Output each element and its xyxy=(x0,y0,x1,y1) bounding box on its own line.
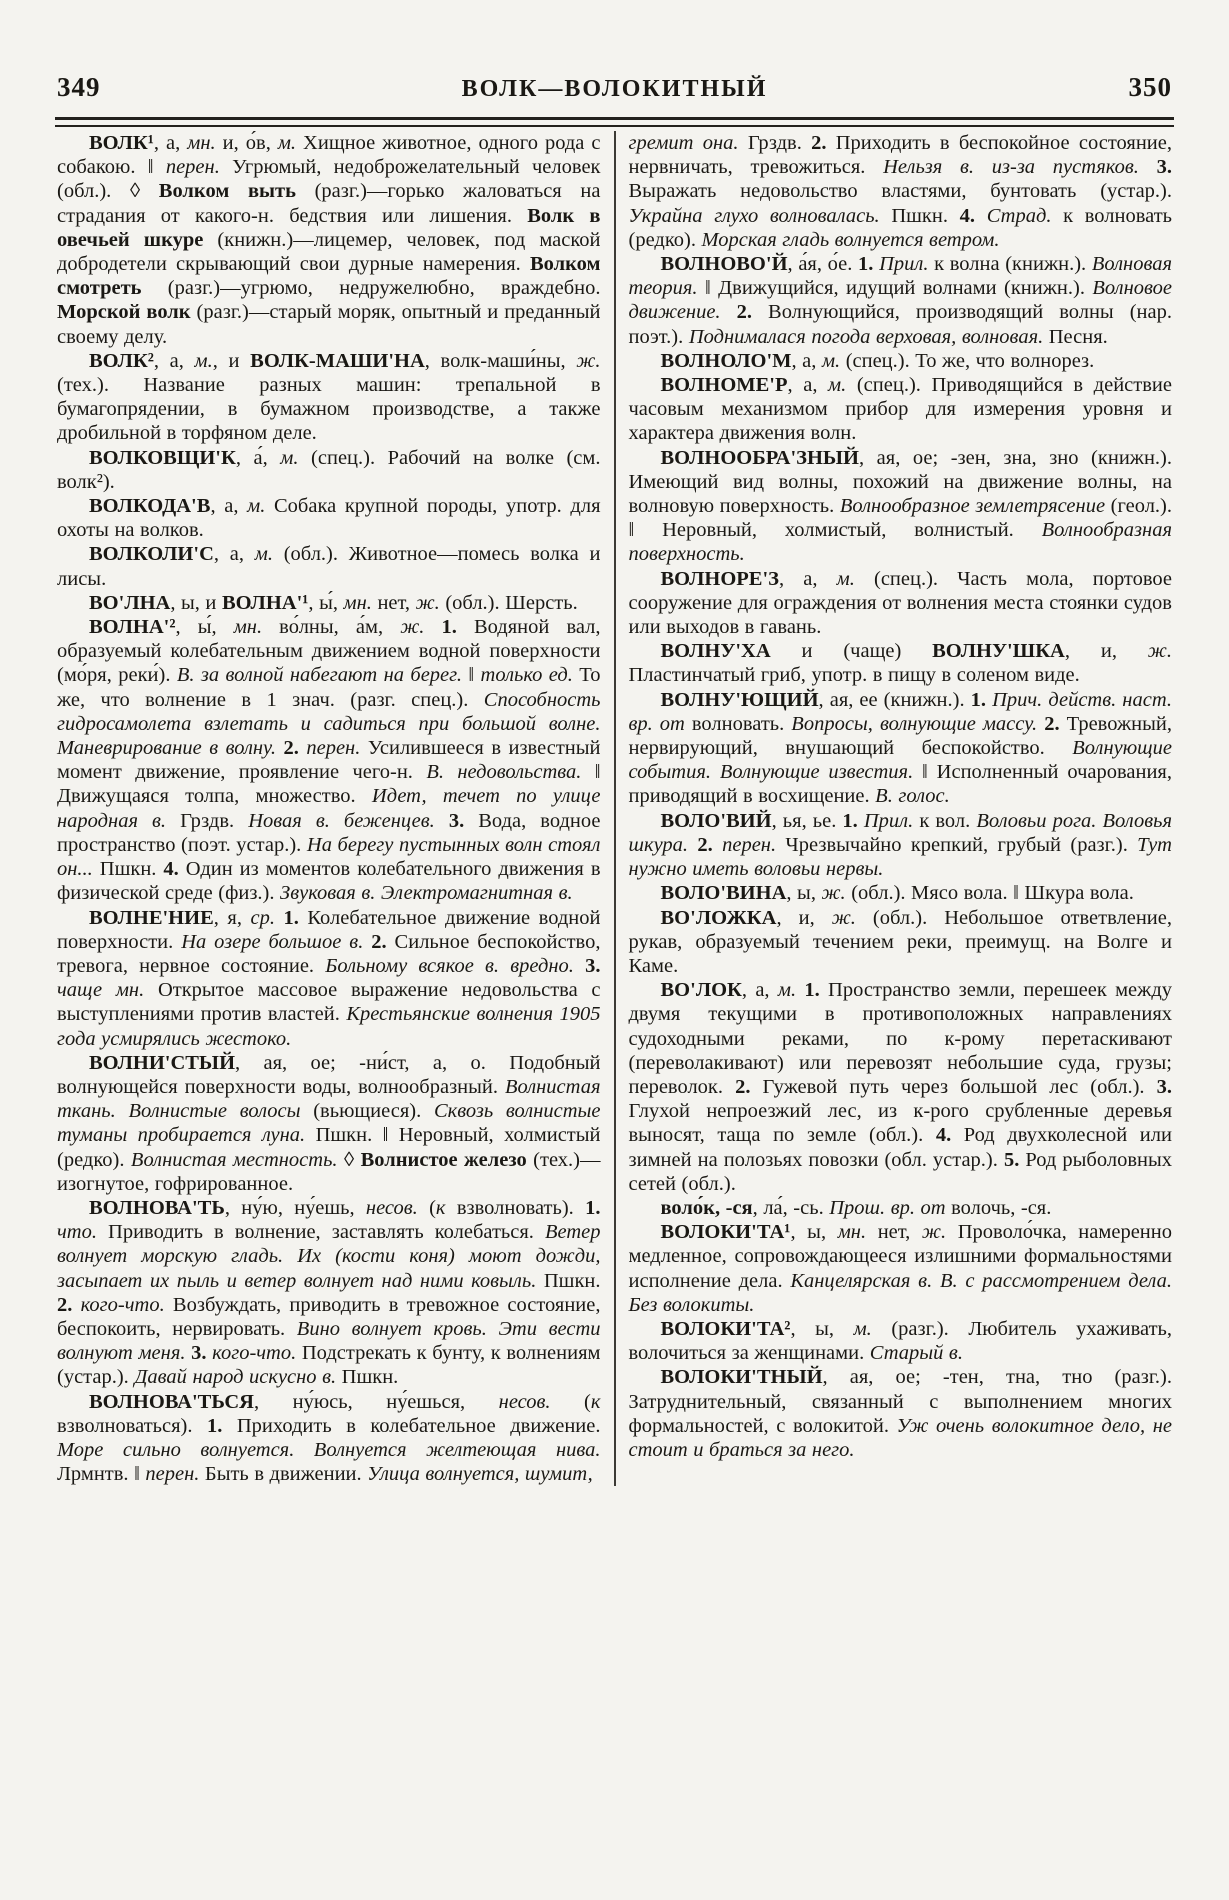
headword: ВОЛНИ'СТЫЙ xyxy=(89,1051,236,1074)
entry-text: Волнистая местность. xyxy=(130,1148,338,1171)
entry-text: , ы, xyxy=(790,1221,838,1244)
running-head: ВОЛК—ВОЛОКИТНЫЙ xyxy=(461,76,768,102)
headword: ВОЛНОЛО'М xyxy=(660,349,792,372)
entry-text: (спец.). Рабочий на волке (см. волк²). xyxy=(57,446,601,493)
entry-text: , и xyxy=(212,349,251,372)
entry-text: ВОЛНУ'ШКА xyxy=(932,640,1065,663)
entry-text: 1. xyxy=(283,906,299,929)
entry-text: Море сильно волнуется. Волнуется желтеющая нива. xyxy=(57,1438,601,1461)
entry-text: 2. xyxy=(371,930,387,953)
entry-text: во́лны, а́м, xyxy=(262,616,401,639)
entry-text: 2. xyxy=(1044,712,1060,735)
headword: ВО'ЛОК xyxy=(660,979,742,1002)
entry-text: Прош. вр. от xyxy=(829,1196,946,1219)
headword: ВОЛНОМЕ'Р xyxy=(660,374,788,397)
headword: ВОЛНОРЕ'З xyxy=(660,567,779,590)
entry-text: Собака крупной породы, употр. для охоты на волков. xyxy=(57,495,601,542)
dictionary-entry xyxy=(57,131,601,349)
headword: ВОЛКОЛИ'С xyxy=(89,543,214,566)
entry-text: Песня. xyxy=(1043,325,1108,348)
entry-text: к вол. xyxy=(913,809,977,832)
entry-text: Подстрекать к бунту, к волнениям (устар.). xyxy=(57,1342,601,1389)
entry-text: Грздв. xyxy=(738,132,812,154)
entry-text: (разг.). Любитель ухаживать, волочиться за женщинами. xyxy=(628,1317,1172,1365)
entry-text: Тревожный, нервирующий, внушающий беспокойство. xyxy=(628,712,1172,760)
entry-text: Пластинчатый гриб, употр. в пищу в соленом виде. xyxy=(628,664,1080,687)
entry-text: , ну́ю, ну́ешь, xyxy=(224,1196,366,1219)
entry-text: , ья, ье. xyxy=(771,809,843,832)
dictionary-entry xyxy=(57,1390,601,1487)
entry-text: Волнистое железо xyxy=(360,1148,527,1171)
headword: ВОЛКОВЩИ'К xyxy=(89,446,236,469)
entry-text: ж. xyxy=(921,1221,947,1244)
entry-text: , а, xyxy=(787,374,829,397)
entry-text: (тех.)—изогнутое, гофрированное. xyxy=(57,1148,601,1195)
headword: ВОЛО'ВИНА xyxy=(660,882,787,905)
entry-text: только ед. xyxy=(480,664,573,687)
entry-text: Пространство земли, перешеек между двумя текущими в противоположных направлениях судоходными реками, по к-рому перетаскивают (переволакивают) или перевозят небольшие суда, грузы; переволок. xyxy=(628,979,1172,1098)
entry-text: , волк-маши́ны, xyxy=(424,349,577,372)
entry-text: Звуковая в. Электромагнитная в. xyxy=(280,882,573,905)
entry-text: 5. xyxy=(1003,1148,1020,1171)
entry-text: нет, xyxy=(371,591,416,614)
entry-text: Улица волнуется, шумит, xyxy=(367,1463,593,1486)
entry-text: несов. xyxy=(365,1196,418,1219)
entry-text: ‖ Движущийся, идущий волнами (книжн.). xyxy=(697,277,1093,300)
entry-text: перен. xyxy=(306,737,361,760)
entry-text: Волк в овечьей шкуре xyxy=(57,204,601,251)
entry-text xyxy=(435,810,449,832)
entry-text: , ая, ое; -зен, зна, зно (книжн.). Имеющий вид волны, похожий на движение волны, на волновую поверхность. xyxy=(628,446,1172,518)
entry-text: В. за волной набегают на берег. xyxy=(176,664,463,687)
entry-text: к волна (книжн.). xyxy=(928,253,1092,276)
dictionary-entry xyxy=(57,906,601,1051)
entry-text: 4. xyxy=(163,858,179,881)
dictionary-entry xyxy=(57,1196,601,1390)
entry-text: Приходить в колебательное движение. xyxy=(222,1414,601,1437)
entry-text: Вода, водное пространство (поэт. устар.). xyxy=(57,809,601,856)
entry-text: (геол.). ‖ Неровный, холмистый, волнистый. xyxy=(628,495,1172,542)
entry-text xyxy=(688,834,697,856)
entry-text: ж. xyxy=(831,906,856,929)
entry-text: Приходить в беспокойное состояние, нервничать, тревожиться. xyxy=(628,132,1172,179)
entry-text: 1. xyxy=(441,616,457,639)
entry-text: к xyxy=(435,1196,446,1219)
entry-text: (спец.). То же, что волнорез. xyxy=(840,349,1095,372)
entry-text: 3. xyxy=(1156,156,1172,179)
entry-text: Возбуждать, приводить в тревожное состояние, беспокоить, нервировать. xyxy=(57,1293,601,1340)
entry-text: к волновать (редко). xyxy=(628,204,1173,251)
column-left xyxy=(57,131,614,1486)
entry-text: (разг.)—старый моряк, опытный и преданный своему делу. xyxy=(57,301,601,348)
entry-text: Волком выть xyxy=(158,180,296,203)
entry-text: 2. xyxy=(811,132,827,154)
dictionary-entry xyxy=(629,978,1173,1196)
entry-text: Прич. действ. наст. вр. от xyxy=(628,688,1172,735)
entry-text: Идет, течет по улице народная в. xyxy=(57,785,601,832)
entry-text: Украйна глухо волновалась. xyxy=(628,204,880,227)
entry-text: , а́я, о́е. xyxy=(787,253,859,276)
dictionary-entry xyxy=(629,639,1173,687)
headword: ВО'ЛНА xyxy=(89,591,171,614)
entry-text: Пшкн. xyxy=(536,1269,601,1292)
entry-text: 1. xyxy=(970,688,987,711)
entry-text: м. xyxy=(277,132,297,154)
headword: ВОЛНЕ'НИЕ xyxy=(89,906,214,929)
headword: ВОЛНОВО'Й xyxy=(660,253,788,276)
entry-text: ср. xyxy=(250,906,275,929)
entry-text: чаще мн. xyxy=(57,979,145,1002)
dictionary-entry xyxy=(57,1051,601,1196)
dictionary-entry xyxy=(629,349,1173,373)
entry-text: 1. xyxy=(842,809,858,832)
entry-text: (разг.)—угрюмо, недружелюбно, враждебно. xyxy=(141,277,601,300)
header-double-rule xyxy=(55,117,1174,127)
dictionary-entry xyxy=(629,881,1173,905)
entry-text: м. xyxy=(247,495,266,518)
entry-text xyxy=(574,955,585,977)
entry-text: Сильное беспокойство, тревога, нервное состояние. xyxy=(57,930,601,977)
dictionary-entry xyxy=(629,1220,1173,1317)
entry-text: Пшкн. xyxy=(92,858,164,881)
headword: ВО'ЛОЖКА xyxy=(660,906,777,929)
entry-text: Волнующие события. Волнующие известия. xyxy=(628,737,1172,784)
entry-text: кого-что. xyxy=(212,1342,297,1365)
entry-text: ( xyxy=(550,1390,591,1413)
entry-text: Водяной вал, образуемый колебательным движением водной поверхности (мо́ря, реки́). xyxy=(57,616,601,687)
headword: ВОЛОКИ'ТА² xyxy=(660,1317,791,1340)
entry-text: Вино волнует кровь. Эти вести волнуют меня. xyxy=(57,1317,601,1365)
entry-text: Тут нужно иметь воловьи нервы. xyxy=(628,833,1172,881)
entry-text: м. xyxy=(821,349,841,372)
entry-text: То же, что волнение в 1 знач. (разг. спец.). xyxy=(57,664,601,711)
entry-text xyxy=(721,301,737,323)
entry-text: Давай народ искусно в. xyxy=(134,1366,337,1389)
entry-text xyxy=(424,616,441,638)
entry-text: В. недовольства. xyxy=(426,761,582,784)
entry-text xyxy=(72,1294,80,1316)
entry-text: Морская гладь волнуется ветром. xyxy=(701,228,1000,251)
entry-text: Пшкн. ‖ Неровный, холмистый (редко). xyxy=(57,1124,601,1171)
entry-text xyxy=(713,834,722,856)
entry-text: 2. xyxy=(283,737,299,760)
entry-text: взволновать). xyxy=(445,1196,586,1219)
dictionary-entry xyxy=(629,809,1173,882)
dictionary-entry xyxy=(629,1365,1173,1462)
entry-text: (книжн.)—лицемер, человек, под маской добродетели скрывающий свои дурные намерения. xyxy=(57,228,601,276)
dictionary-entry xyxy=(629,373,1173,446)
dictionary-entry xyxy=(629,446,1173,567)
entry-text: 1. xyxy=(858,253,874,276)
entry-text: ж. xyxy=(576,349,601,372)
entry-text: Чрезвычайно крепкий, грубый (разг.). xyxy=(776,833,1138,856)
entry-text: Канцелярская в. В. с рассмотрением дела. Без волокиты. xyxy=(628,1269,1172,1316)
entry-text: Ветер волнует морскую гладь. Их (кости коня) моют дожди, засыпает их пыль и ветер волнует над ними ковыль. xyxy=(57,1221,601,1292)
entry-text: Старый в. xyxy=(869,1342,963,1365)
dictionary-entry xyxy=(57,542,601,590)
dictionary-entry xyxy=(629,1196,1173,1220)
entry-text: , и, xyxy=(1064,640,1148,663)
entry-text: Крестьянские волнения 1905 года усмирялись жестоко. xyxy=(57,1003,601,1050)
entry-text xyxy=(975,205,987,227)
entry-continuation xyxy=(629,131,1173,252)
entry-text: Больному всякое в. вредно. xyxy=(325,954,574,977)
right-page-number: 350 xyxy=(1128,72,1172,102)
entry-text: Воловьи рога. Воловья шкура. xyxy=(628,809,1172,856)
entry-text: гремит она. xyxy=(628,132,739,154)
entry-text: ВОЛНА'¹ xyxy=(221,591,309,614)
entry-text: Гужевой путь через большой лес (обл.). xyxy=(750,1075,1157,1098)
entry-text: мн. xyxy=(233,616,263,639)
entry-text: Род двухколесной или зимней на полозьях повозки (обл. устар.). xyxy=(628,1124,1172,1171)
entry-text: 2. xyxy=(57,1293,73,1316)
entry-text: , а, xyxy=(791,349,822,372)
headword: ВОЛО'ВИЙ xyxy=(660,809,772,832)
entry-text: Волнообразное землетрясение xyxy=(839,495,1106,518)
entry-text: м. xyxy=(194,349,213,372)
dictionary-entry xyxy=(57,349,601,446)
entry-text: м. xyxy=(828,374,847,397)
entry-text: мн. xyxy=(187,132,216,154)
entry-text: 1. xyxy=(207,1414,223,1437)
entry-text: Выражать недовольство властями, бунтовать (устар.). xyxy=(628,180,1172,203)
entry-text: , ая, ее (книжн.). xyxy=(818,688,971,711)
entry-text: и, о́в, xyxy=(215,132,278,154)
entry-text: ж. xyxy=(821,882,846,905)
entry-text: ж. xyxy=(400,616,425,639)
entry-text: ВОЛК-МАШИ'НА xyxy=(250,349,425,372)
entry-text: Волнующийся, производящий волны (нар. поэт.). xyxy=(628,301,1172,348)
dictionary-entry xyxy=(57,591,601,615)
entry-text: , ы, xyxy=(786,882,822,905)
entry-text: мн. xyxy=(837,1221,867,1244)
entry-text: Колебательное движение водной поверхности. xyxy=(57,906,601,953)
entry-text: 2. xyxy=(735,1075,751,1098)
entry-text: Волновое движение. xyxy=(628,277,1172,324)
entry-text: Пшкн. xyxy=(879,204,960,227)
left-page-number: 349 xyxy=(57,72,101,102)
entry-text: Новая в. беженцев. xyxy=(248,809,435,832)
entry-text: Один из моментов колебательного движения в физической среде (физ.). xyxy=(57,858,601,905)
entry-text: ‖ xyxy=(462,664,481,687)
headword: воло́к, -ся xyxy=(660,1196,753,1219)
entry-text: волновать. xyxy=(684,712,792,735)
entry-text: Способность гидросамолета взлетать и садиться при большой волне. Маневрирование в волну. xyxy=(57,688,601,760)
page-header xyxy=(57,72,1172,103)
text-columns xyxy=(57,131,1172,1486)
entry-text: Открытое массовое выражение недовольства с выступлениями против властей. xyxy=(57,979,601,1026)
entry-text: Приводить в волнение, заставлять колебаться. xyxy=(96,1221,545,1244)
entry-text: , и, xyxy=(776,906,832,929)
entry-text: Проволо́чка, намеренно медленное, сопровождающееся излишними формальностями исполнение дела. xyxy=(628,1221,1172,1292)
entry-text: Глухой непроезжий лес, из к-рого срубленные деревья выносят, таща по земле (обл.). xyxy=(628,1100,1172,1147)
entry-text: Морской волк xyxy=(57,301,191,324)
entry-text: нет, xyxy=(866,1221,922,1244)
entry-text: , а, xyxy=(213,543,255,566)
entry-text: В. голос. xyxy=(875,785,950,808)
headword: ВОЛНУ'ХА xyxy=(660,640,771,663)
entry-text: (разг.)—горько жаловаться на страдания от какого-н. бедствия или лишения. xyxy=(57,180,601,227)
entry-text: , ы, xyxy=(790,1317,854,1340)
dictionary-entry xyxy=(57,494,601,542)
entry-text xyxy=(1139,156,1157,178)
entry-text: м. xyxy=(777,979,797,1002)
entry-text: Лрмнтв. ‖ xyxy=(57,1463,146,1486)
entry-text: несов. xyxy=(498,1390,551,1413)
entry-text: , ла́, -сь. xyxy=(752,1196,830,1219)
entry-text: 3. xyxy=(191,1342,207,1365)
entry-text: На берегу пустынных волн стоял он... xyxy=(57,833,601,881)
headword: ВОЛНОВА'ТЬ xyxy=(89,1196,225,1219)
dictionary-entry xyxy=(629,688,1173,809)
entry-text: На озере большое в. xyxy=(181,930,364,953)
entry-text: 3. xyxy=(585,954,601,977)
entry-text: м. xyxy=(836,567,855,590)
entry-text: , ы́, xyxy=(308,591,344,614)
headword: ВОЛОКИ'ТНЫЙ xyxy=(660,1366,823,1389)
headword: ВОЛНООБРА'ЗНЫЙ xyxy=(660,446,860,469)
entry-text: перен. xyxy=(722,833,777,856)
entry-text: и (чаще) xyxy=(770,640,933,663)
entry-text: , я, xyxy=(213,906,251,929)
dictionary-entry xyxy=(629,906,1173,979)
entry-text: что. xyxy=(57,1221,97,1244)
entry-text: м. xyxy=(280,446,299,469)
entry-text: Грздв. xyxy=(166,809,249,832)
entry-text: 2. xyxy=(697,833,713,856)
entry-text: Сквозь волнистые туманы пробирается луна. xyxy=(57,1100,601,1147)
entry-text: 1. xyxy=(804,979,820,1002)
entry-text: (спец.). Приводящийся в действие часовым механизмом прибор для измерения уровня и характера движения волн. xyxy=(628,374,1172,445)
entry-text: 3. xyxy=(448,809,465,832)
entry-text: ‖ Движущаяся толпа, множество. xyxy=(57,761,601,808)
entry-text: (тех.). Название разных машин: трепальной в бумагопрядении, в бумажном производстве, а также дробильной в торфяном деле. xyxy=(57,374,601,445)
dictionary-entry xyxy=(57,615,601,905)
entry-text: перен. xyxy=(165,156,220,179)
entry-text: ж. xyxy=(415,591,440,614)
entry-text: , а, xyxy=(210,495,248,518)
headword: ВОЛНОВА'ТЬСЯ xyxy=(89,1390,254,1413)
entry-text: , ы́, xyxy=(175,616,234,639)
entry-text: (обл.). Мясо вола. ‖ Шкура вола. xyxy=(845,882,1134,905)
entry-text: 3. xyxy=(1156,1075,1172,1098)
entry-text: к xyxy=(590,1390,601,1413)
entry-text: 4. xyxy=(935,1124,952,1147)
entry-text: Угрюмый, недоброжелательный человек (обл.). ◊ xyxy=(57,156,601,203)
dictionary-entry xyxy=(629,567,1173,640)
entry-text: взволноваться). xyxy=(57,1414,207,1437)
entry-text: кого-что. xyxy=(80,1293,165,1316)
entry-text: ж. xyxy=(1147,640,1172,663)
entry-text: (обл.). Животное—помесь волка и лисы. xyxy=(57,543,601,590)
entry-text: 2. xyxy=(736,301,752,324)
entry-text: 1. xyxy=(585,1196,601,1219)
entry-text: , а, xyxy=(741,979,778,1002)
entry-text: , а́, xyxy=(235,446,281,469)
entry-text: Уж очень волокитное дело, не стоит и браться за него. xyxy=(628,1414,1172,1461)
entry-text: Страд. xyxy=(986,204,1052,227)
entry-text: , ну́юсь, ну́ешься, xyxy=(253,1390,499,1413)
entry-text: волочь, -ся. xyxy=(945,1196,1052,1219)
entry-text: перен. xyxy=(145,1463,200,1486)
entry-text: Род рыболовных сетей (обл.). xyxy=(628,1148,1172,1195)
entry-text: Вопросы, волнующие массу. xyxy=(791,712,1038,735)
entry-text: , ая, ое; -тен, тна, тно (разг.). Затруднительный, связанный с выполнением многих формальностей, с волокитой. xyxy=(628,1366,1172,1437)
entry-text: м. xyxy=(853,1317,872,1340)
entry-text: , ы, и xyxy=(170,591,222,614)
entry-text: Волнистая ткань. Волнистые волосы xyxy=(57,1075,601,1123)
headword: ВОЛНА'² xyxy=(89,616,176,639)
entry-text: ◊ xyxy=(337,1148,361,1171)
headword: ВОЛКОДА'В xyxy=(89,495,211,518)
entry-text: Прил. xyxy=(879,253,929,276)
entry-text: (обл.). Шерсть. xyxy=(439,591,578,614)
entry-text: Усилившееся в известный момент движение, проявление чего-н. xyxy=(57,737,601,784)
entry-text: ( xyxy=(417,1196,436,1219)
entry-text: Поднималася погода верховая, волновая. xyxy=(688,325,1044,348)
entry-text: м. xyxy=(254,543,273,566)
entry-text: мн. xyxy=(343,591,372,614)
entry-text: , а, xyxy=(153,132,188,154)
entry-text: (обл.). Небольшое ответвление, рукав, образуемый течением реки, преимущ. на Волге и Каме. xyxy=(628,906,1172,977)
entry-text: Волнообразная поверхность. xyxy=(628,519,1172,566)
entry-text: , а, xyxy=(153,349,195,372)
entry-text: Пшкн. xyxy=(336,1366,399,1389)
entry-text: Прил. xyxy=(863,809,914,832)
entry-text: (вьющиеся). xyxy=(300,1100,434,1123)
headword: ВОЛНУ'ЮЩИЙ xyxy=(660,688,819,711)
entry-text: Волновая теория. xyxy=(628,253,1172,300)
entry-text: 4. xyxy=(959,204,976,227)
entry-text: Быть в движении. xyxy=(199,1463,368,1486)
dictionary-entry xyxy=(57,446,601,494)
entry-text: Нельзя в. из-за пустяков. xyxy=(883,156,1139,179)
entry-text: ‖ Исполненный очарования, приводящий в восхищение. xyxy=(628,761,1172,808)
dictionary-entry xyxy=(629,1317,1173,1365)
entry-text: (спец.). Часть мола, портовое сооружение для ограждения от волнения места стоянки судов или выходов в гавань. xyxy=(628,567,1173,639)
headword: ВОЛОКИ'ТА¹ xyxy=(660,1221,791,1244)
headword: ВОЛК² xyxy=(89,349,154,372)
entry-text: Волком смотреть xyxy=(57,253,601,300)
headword: ВОЛК¹ xyxy=(89,132,154,154)
dictionary-entry xyxy=(629,252,1173,349)
column-right xyxy=(616,131,1173,1486)
entry-text: Хищное животное, одного рода с собакою. ‖ xyxy=(57,132,601,179)
entry-text: , ая, ое; -ни́ст, а, о. Подобный волнующейся поверхности воды, волнообразный. xyxy=(57,1051,601,1098)
entry-text: , а, xyxy=(778,567,837,590)
